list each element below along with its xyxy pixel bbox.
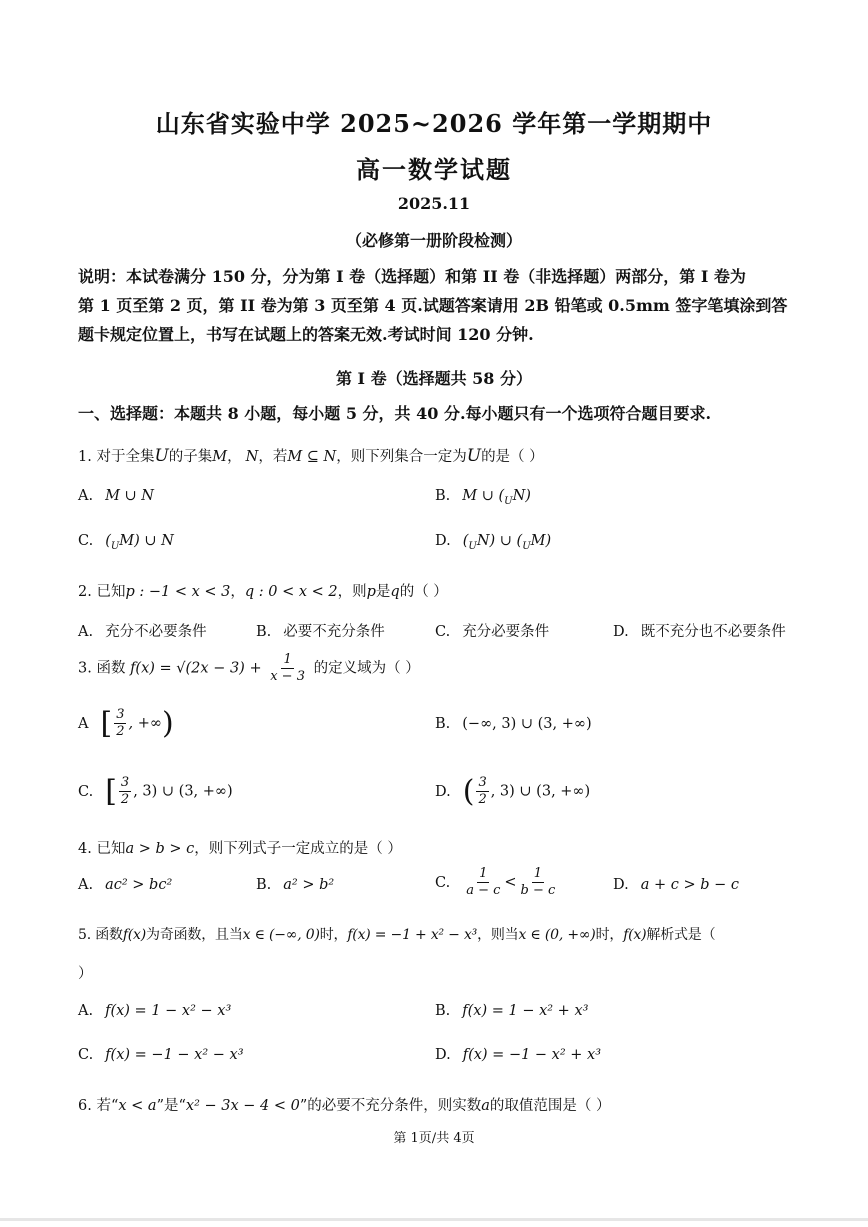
question-4-option-c: C. $\frac{1}{a - c}$ < $\frac{1}{b - c}$ <box>435 866 556 898</box>
question-3-option-b: B. (−∞, 3) ∪ (3, +∞) <box>435 716 592 732</box>
question-1-option-b: B. M ∪ $(_UN)$ <box>435 488 531 507</box>
question-4-option-b: B. a² > b² <box>256 877 335 893</box>
question-2-option-d: D. 既不充分也不必要条件 <box>613 624 786 640</box>
exam-date: 2025.11 <box>397 194 471 213</box>
question-3-stem: 3. 函数 f(x) = √(2x − 3) + $\frac{1}{x - 3}$ 的定义域为（ ） <box>78 652 420 684</box>
page-divider <box>0 1218 868 1221</box>
question-6-stem: 6. 若“x < a”是“x² − 3x − 4 < 0”的必要不充分条件，则实数a的取值范围是（ ） <box>78 1098 611 1114</box>
question-2-stem: 2. 已知p : −1 < x < 3，q : 0 < x < 2，则p是q的（ ） <box>78 584 448 600</box>
part-1-title: 第 I 卷（选择题共 58 分） <box>335 369 533 388</box>
instructions <box>78 262 798 349</box>
instructions-line-3: 题卡规定位置上，书写在试题上的答案无效.考试时间 120 分钟. <box>78 325 534 344</box>
question-3-fraction: $\frac{1}{x - 3}$ <box>270 652 305 684</box>
question-4-option-a: A. ac² > bc² <box>78 877 173 893</box>
exam-title: 山东省实验中学 2025~2026 学年第一学期期中 <box>155 109 713 138</box>
question-3-option-a: A [ $\frac{3}{2}$ , +∞) <box>78 706 174 741</box>
section-1-title: 一、选择题：本题共 8 小题，每小题 5 分，共 40 分.每小题只有一个选项符合题目要求. <box>78 404 712 423</box>
question-5-option-d: D. f(x) = −1 − x² + x³ <box>435 1047 602 1063</box>
question-1-option-d: D. $(_UN)$ ∪ $(_UM)$ <box>435 533 552 552</box>
question-4-stem: 4. 已知a > b > c，则下列式子一定成立的是（ ） <box>78 841 402 857</box>
question-4-option-d: D. a + c > b − c <box>613 877 739 893</box>
instructions-line-1: 说明：本试卷满分 150 分，分为第 I 卷（选择题）和第 II 卷（非选择题）两部分，第 I 卷为 <box>78 267 746 286</box>
question-1-option-a: A. M ∪ N <box>78 488 154 504</box>
question-2-option-a: A. 充分不必要条件 <box>78 624 207 640</box>
question-5-option-b: B. f(x) = 1 − x² + x³ <box>435 1003 589 1019</box>
question-2-option-c: C. 充分必要条件 <box>435 624 550 640</box>
question-3-option-d: D. ( $\frac{3}{2}$ , 3) ∪ (3, +∞) <box>435 774 591 809</box>
question-3-option-c: C. [ $\frac{3}{2}$ , 3) ∪ (3, +∞) <box>78 774 233 809</box>
question-5-stem: 5. 函数f(x)为奇函数，且当x ∈ (−∞, 0)时，f(x) = −1 + x² − x³，则当x ∈ (0, +∞)时，f(x)解析式是（ <box>78 927 716 943</box>
question-5-option-a: A. f(x) = 1 − x² − x³ <box>78 1003 232 1019</box>
question-1-stem: 1. 对于全集U的子集M， N，若M ⊆ N，则下列集合一定为U的是（ ） <box>78 446 544 466</box>
exam-subject: 高一数学试题 <box>356 155 512 184</box>
instructions-line-2: 第 1 页至第 2 页，第 II 卷为第 3 页至第 4 页.试题答案请用 2B 铅笔或 0.5mm 签字笔填涂到答 <box>78 296 788 315</box>
question-1-option-c: C. $(_UM)$ ∪ N <box>78 533 174 552</box>
page-footer: 第 1页/共 4页 <box>393 1131 475 1146</box>
exam-scope: （必修第一册阶段检测） <box>345 231 522 250</box>
question-5-stem-cont: ） <box>78 966 93 982</box>
question-5-option-c: C. f(x) = −1 − x² − x³ <box>78 1047 244 1063</box>
question-2-option-b: B. 必要不充分条件 <box>256 624 385 640</box>
